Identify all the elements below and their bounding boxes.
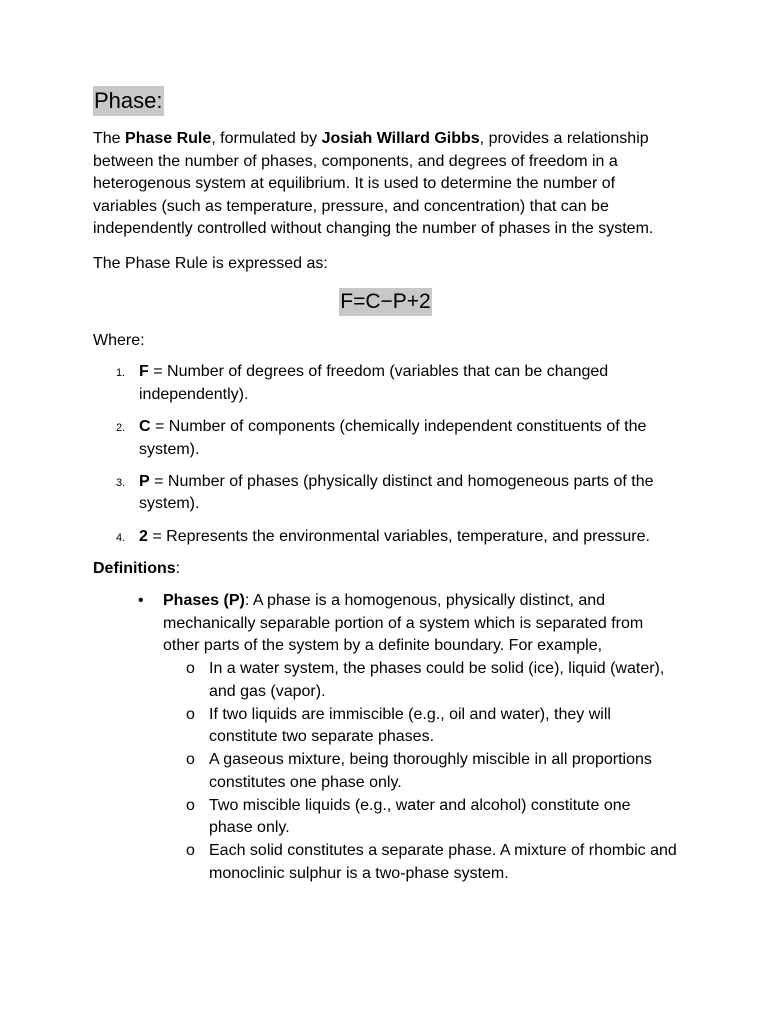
definitions-title: Definitions	[93, 559, 176, 577]
term-symbol: F	[139, 363, 149, 381]
example-item	[163, 749, 678, 794]
list-item	[93, 361, 678, 406]
example-item	[163, 658, 678, 703]
where-label: Where:	[93, 331, 145, 349]
example-item	[163, 704, 678, 749]
definitions-colon: :	[175, 559, 181, 577]
definition-item	[93, 590, 678, 885]
list-item	[93, 416, 678, 461]
circle-bullet-icon: o	[186, 842, 195, 860]
circle-bullet-icon: o	[186, 660, 195, 678]
term-symbol: C	[139, 417, 151, 435]
example-text: Each solid constitutes a separate phase. A mixture of rhombic and monoclinic sulphur is a two-phase system.	[209, 842, 677, 882]
definition-term: Phases (P)	[163, 592, 245, 610]
definitions-list	[93, 590, 678, 885]
list-number: 1.	[116, 367, 126, 380]
list-number: 2.	[116, 421, 126, 434]
circle-bullet-icon: o	[186, 751, 195, 769]
definitions-heading	[93, 558, 678, 581]
example-text: If two liquids are immiscible (e.g., oil and water), they will constitute two separate phases.	[209, 705, 611, 746]
example-text: A gaseous mixture, being thoroughly miscible in all proportions constitutes one phase only.	[209, 751, 652, 791]
expressed-as-text: The Phase Rule is expressed as:	[93, 254, 328, 272]
term-description: = Represents the environmental variables, temperature, and pressure.	[147, 527, 650, 545]
term-description: = Number of phases (physically distinct and homogeneous parts of the system).	[139, 472, 654, 513]
list-number: 4.	[116, 531, 126, 544]
bullet-icon: •	[138, 592, 144, 610]
examples-list	[163, 658, 678, 886]
example-text: Two miscible liquids (e.g., water and alcohol) constitute one phase only.	[209, 796, 631, 837]
list-number: 3.	[116, 476, 126, 489]
example-item	[163, 840, 678, 885]
intro-paragraph	[93, 128, 678, 241]
list-item	[93, 471, 678, 516]
formula-block	[93, 288, 678, 318]
intro-text-2: , formulated by	[211, 130, 322, 147]
circle-bullet-icon: o	[186, 705, 195, 723]
term-description: = Number of components (chemically independent constituents of the system).	[139, 417, 647, 458]
term-description: = Number of degrees of freedom (variables that can be changed independently).	[139, 363, 609, 403]
terms-list	[93, 361, 678, 548]
definition-text: : A phase is a homogenous, physically distinct, and mechanically separable portion of a system which is separated from other parts of the system by a definite boundary. For example,	[163, 592, 644, 655]
circle-bullet-icon: o	[186, 796, 195, 814]
document-page	[93, 86, 678, 886]
example-text: In a water system, the phases could be solid (ice), liquid (water), and gas (vapor).	[209, 660, 665, 700]
intro-text-1: The	[93, 130, 126, 147]
gibbs-name: Josiah Willard Gibbs	[321, 130, 480, 147]
section-heading: Phase:	[93, 86, 164, 116]
example-item	[163, 795, 678, 840]
phase-rule-term: Phase Rule	[125, 130, 212, 147]
term-symbol: 2	[139, 527, 148, 545]
phase-rule-formula: F=C−P+2	[339, 288, 431, 316]
intro-text-3: , provides a relationship between the number of phases, components, and degrees of freedom in a heterogenous system at equilibrium. It is used to determine the number of variables (such as temperature, pressure, and concentration) that can be independently controlled without changing the number of phases in the system.	[93, 130, 654, 238]
term-symbol: P	[139, 472, 150, 490]
list-item	[93, 526, 678, 549]
